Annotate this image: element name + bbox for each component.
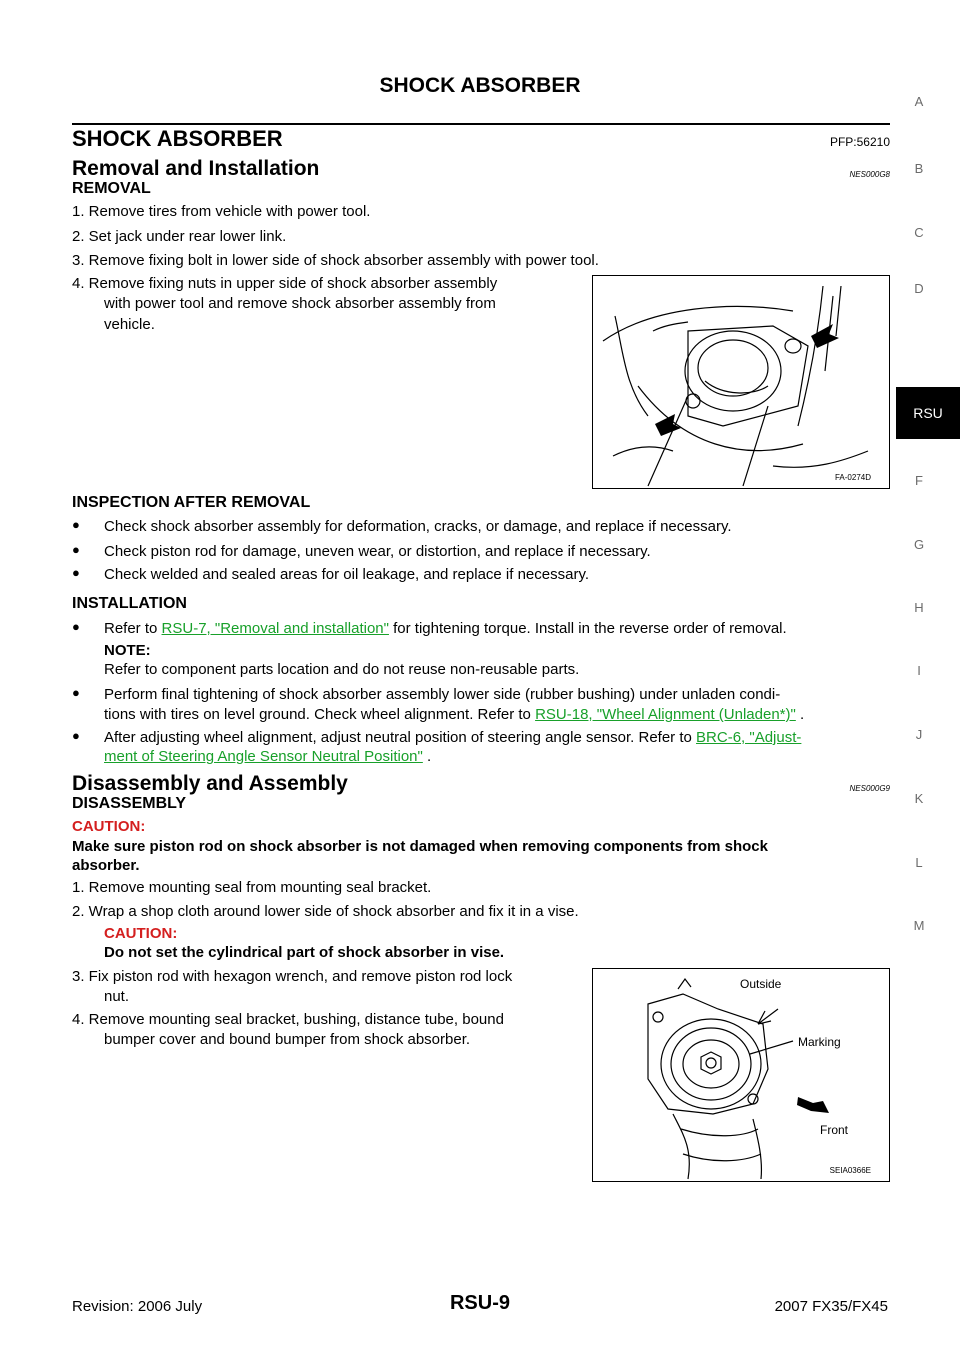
side-tab-k[interactable]: K <box>914 791 924 806</box>
side-tab-m[interactable]: M <box>913 918 925 933</box>
caution-text-1-line2: absorber. <box>72 857 140 874</box>
removal-heading: REMOVAL <box>72 180 151 197</box>
caution-text-1-line1: Make sure piston rod on shock absorber is not damaged when removing components from shock <box>72 838 768 855</box>
caution-label-2: CAUTION: <box>104 925 178 942</box>
bullet-icon: ● <box>72 565 80 580</box>
shock-absorber-upper-figure <box>592 275 890 489</box>
disassembly-step-4-line2: bumper cover and bound bumper from shock absorber. <box>104 1031 471 1048</box>
footer-page-number: RSU-9 <box>449 1292 510 1314</box>
removal-step-2: 2. Set jack under rear lower link. <box>72 228 287 245</box>
caution-text-2: Do not set the cylindrical part of shock absorber in vise. <box>104 944 505 961</box>
removal-step-4-line1: 4. Remove fixing nuts in upper side of shock absorber assembly <box>72 275 498 292</box>
side-tab-b[interactable]: B <box>914 161 924 176</box>
removal-step-4-line2: with power tool and remove shock absorber assembly from <box>104 295 496 312</box>
installation-bullet-2: ● Perform final tightening of shock absorber assembly lower side (rubber bushing) under unladen condi- <box>72 685 781 703</box>
arrow-upper-right <box>811 324 839 348</box>
figure-2-code: SEIA0366E <box>829 1166 871 1175</box>
disassembly-step-2: 2. Wrap a shop cloth around lower side of shock absorber and fix it in a vise. <box>72 903 579 920</box>
bullet-icon: ● <box>72 685 80 700</box>
inspection-bullet-1: ● Check shock absorber assembly for deformation, cracks, or damage, and replace if necessary. <box>72 517 732 535</box>
inspection-bullet-2: ● Check piston rod for damage, uneven wear, or distortion, and replace if necessary. <box>72 542 651 560</box>
removal-installation-code: NES000G8 <box>849 170 890 179</box>
removal-step-4-line3: vehicle. <box>104 316 155 333</box>
removal-step-1: 1. Remove tires from vehicle with power tool. <box>72 203 371 220</box>
footer-revision: Revision: 2006 July <box>72 1298 203 1315</box>
disassembly-heading: DISASSEMBLY <box>72 795 187 812</box>
link-rsu-18[interactable]: RSU-18, "Wheel Alignment (Unladen*)" <box>535 706 796 723</box>
side-tab-l[interactable]: L <box>915 855 923 870</box>
removal-step-3: 3. Remove fixing bolt in lower side of shock absorber assembly with power tool. <box>72 252 599 269</box>
header-rule <box>72 123 890 125</box>
inspection-heading: INSPECTION AFTER REMOVAL <box>72 494 311 511</box>
front-arrow <box>797 1097 829 1113</box>
removal-installation-title: Removal and Installation <box>72 157 320 180</box>
side-tab-d[interactable]: D <box>914 281 924 296</box>
installation-bullet-2-line2: tions with tires on level ground. Check wheel alignment. Refer to RSU-18, "Wheel Alignment (Unladen*)" . <box>104 706 805 723</box>
disassembly-step-1: 1. Remove mounting seal from mounting seal bracket. <box>72 879 432 896</box>
label-front: Front <box>820 1123 849 1137</box>
side-tab-j[interactable]: J <box>915 727 923 742</box>
section-title: SHOCK ABSORBER <box>72 126 283 151</box>
side-tab-rsu-active[interactable]: RSU <box>896 387 960 439</box>
label-outside: Outside <box>740 977 782 991</box>
link-brc-6[interactable]: BRC-6, "Adjust- <box>696 729 802 746</box>
bullet-icon: ● <box>72 542 80 557</box>
link-brc-6-cont[interactable]: ment of Steering Angle Sensor Neutral Position" <box>104 748 423 765</box>
label-marking: Marking <box>798 1035 841 1049</box>
side-tab-h[interactable]: H <box>914 600 924 615</box>
page-header-title: SHOCK ABSORBER <box>379 74 581 97</box>
disassembly-step-4-line1: 4. Remove mounting seal bracket, bushing, distance tube, bound <box>72 1011 504 1028</box>
footer-model: 2007 FX35/FX45 <box>774 1298 888 1315</box>
bullet-icon: ● <box>72 517 80 532</box>
side-tab-g[interactable]: G <box>913 537 925 552</box>
side-tab-f[interactable]: F <box>915 473 923 488</box>
figure-1-code: FA-0274D <box>834 473 871 482</box>
pfp-code: PFP:56210 <box>829 135 890 149</box>
caution-label-1: CAUTION: <box>72 818 146 835</box>
installation-bullet-3: ● After adjusting wheel alignment, adjust neutral position of steering angle sensor. Refer to BRC-6, "Adjust- <box>72 728 802 746</box>
mounting-seal-illustration <box>593 969 889 1181</box>
disassembly-step-3-line2: nut. <box>104 988 130 1005</box>
installation-heading: INSTALLATION <box>72 595 187 612</box>
side-tab-i[interactable]: I <box>917 663 921 678</box>
bullet-icon: ● <box>72 619 80 634</box>
side-tab-c[interactable]: C <box>914 225 924 240</box>
installation-bullet-3-line2: ment of Steering Angle Sensor Neutral Position" . <box>104 748 432 765</box>
mounting-seal-bracket-figure <box>592 968 890 1182</box>
shock-absorber-mount-illustration <box>593 276 889 488</box>
side-tab-a[interactable]: A <box>914 94 924 109</box>
note-text: Refer to component parts location and do not reuse non-reusable parts. <box>104 661 580 678</box>
inspection-bullet-3: ● Check welded and sealed areas for oil leakage, and replace if necessary. <box>72 565 590 583</box>
installation-bullet-1: ● Refer to RSU-7, "Removal and installation" for tightening torque. Install in the reverse order of removal. <box>72 619 787 637</box>
disassembly-assembly-code: NES000G9 <box>849 784 890 793</box>
link-rsu-7[interactable]: RSU-7, "Removal and installation" <box>161 620 389 637</box>
disassembly-assembly-title: Disassembly and Assembly <box>72 772 348 795</box>
note-label: NOTE: <box>104 642 151 659</box>
disassembly-step-3-line1: 3. Fix piston rod with hexagon wrench, and remove piston rod lock <box>72 968 513 985</box>
bullet-icon: ● <box>72 728 80 743</box>
